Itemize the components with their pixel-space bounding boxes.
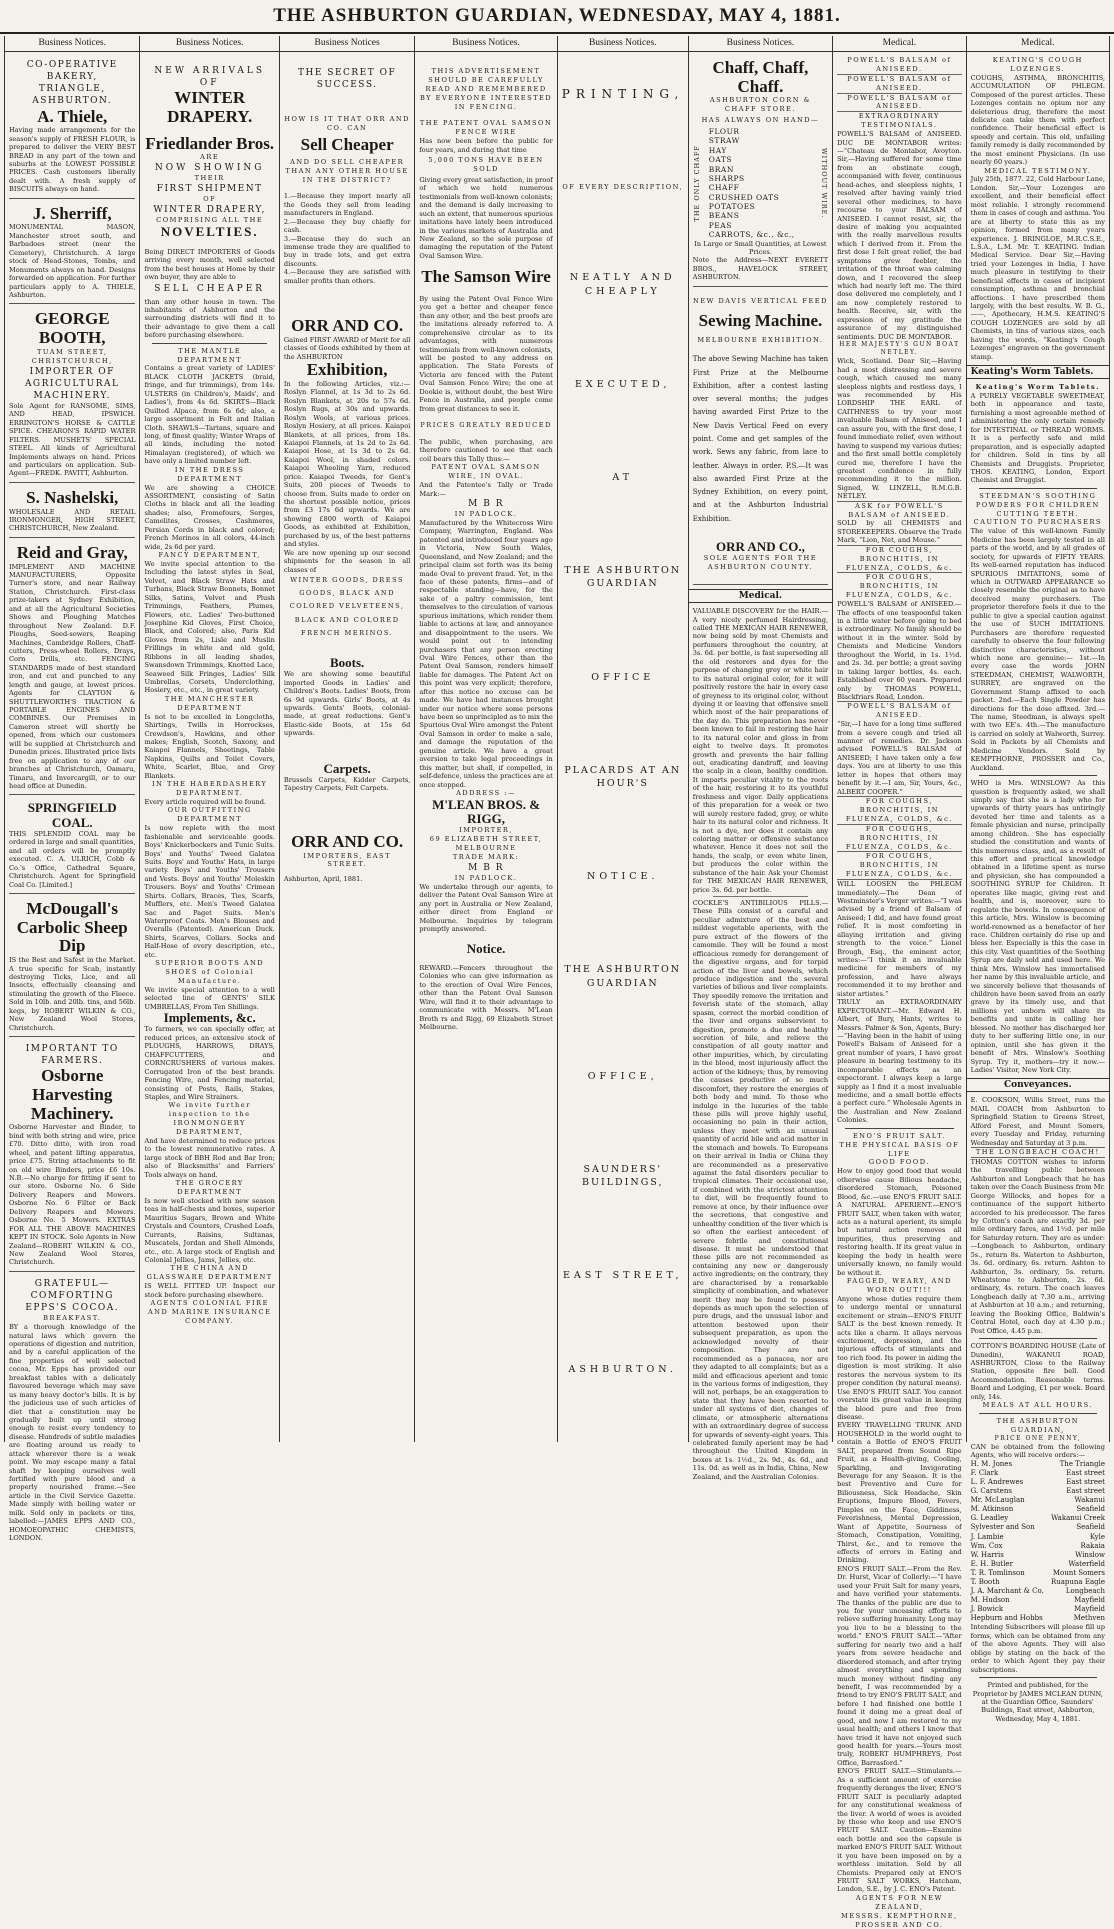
ad-subtitle: GOOD FOOD.: [868, 1158, 930, 1167]
ad-title: ENO'S FRUIT SALT.: [852, 1131, 946, 1140]
ad-body: A PURELY VEGETABLE SWEETMEAT, both in appearance and taste, furnishing a most agreeable method of administering the only certain remedy for INTESTINAL or THREAD WORMS. It is a perfectly safe and mild preparation, and is especially adapted for children. Sold in tins by all Chemists and Druggists. Proprietor, THOS. KEATING, London, Export Chemist and Druggist.: [970, 392, 1105, 485]
ad-body: In Large or Small Quantities, at Lowest Prices.: [694, 239, 827, 256]
ad-text: FIRST SHIPMENT: [156, 184, 263, 195]
agent-place: Seafield: [1076, 1523, 1105, 1532]
section-heading: We invite further inspection to the IRONMONGERY DEPARTMENT,: [168, 1101, 251, 1137]
ad-heading: EXTRAORDINARY TESTIMONIALS.: [858, 112, 940, 130]
ad-name: S. Nashelski,: [26, 487, 119, 507]
column-5: [558, 36, 689, 1442]
ad-body: ENO'S FRUIT SALT.—From the Rev. Dr. Hurst, Vicar of Collerly:—“I have used your Fruit Salt for many years, and have verified your statements. The thanks of the public are due to you for your unceasing efforts to relieve suffering humanity. Long may you live to be a blessing to the world.” ENO'S FRUIT SALT.—“After suffering for nearly two and a half years from severe headache and disordered stomach, and after trying almost everything and spending much money without finding any benefit, I was recommended by a friend to try ENO'S FRUIT SALT, and before I had finished one bottle I found it doing me a great deal of good, and now I am restored to my usual health; and others I know that have tried it have not enjoyed such good health for years.—Yours most truly, ROBERT HUMPHREYS, Post Office, Barrasford.”: [837, 1564, 962, 1767]
ad-body: Being DIRECT IMPORTERS of Goods arriving every month, well selected from the best houses at Home by their own buyer, they are able to: [144, 247, 275, 281]
ad-text: OFFICE,: [587, 1070, 658, 1082]
section-title: Implements, &c.: [163, 1010, 256, 1026]
ad-text: OF EVERY DESCRIPTION,: [562, 182, 684, 191]
section-heading: THE MANTLE DEPARTMENT: [177, 346, 243, 364]
ad-body: BY a thorough knowledge of the natural laws which govern the operations of digestion and nutrition, and by a careful application of the fine properties of well selected cocoa, Mr. Epps has provided our breakfast tables with a delicately flavoured beverage which may save us many heavy doctor's bills. It is by the judicious use of such articles of diet that a constitution may be gradually built up until strong enough to resist every tendency to disease. Hundreds of subtle maladies are floating around us ready to attack wherever there is a weak point. We may escape many a fatal shaft by keeping ourselves well fortified with pure blood and a properly nourished frame.—See article in the Civil Service Gazette. Made simply with boiling water or milk. Sold only in packets or tins, labelled:—JAMES EPPS AND CO., HOMOEOPATHIC CHEMISTS, LONDON.: [9, 1323, 136, 1543]
orr-and-co-ad: [284, 56, 410, 888]
agent-row: [971, 1551, 1105, 1560]
agent-name: Sylvester and Son: [970, 1523, 1035, 1532]
ad-heading: HER MAJESTY'S GUN BOAT NETLEY.: [839, 341, 960, 357]
ad-body: Brussels Carpets, Kidder Carpets, Tapestry Carpets, Felt Carpets.: [283, 776, 411, 793]
ad-body: E. COOKSON, Willis Street, runs the MAIL COACH from Ashburton to Springfield Station to Greens Street, Alford Forest, and Mount Somers, every Tuesday and Friday, returning Wednesday and Saturday at 3 p.m.: [970, 1096, 1105, 1147]
ad-body: “Sir,—I have for a long time suffered from a severe cough and tried all manner of remedies. Dr. Jackson advised POWELL'S BALSAM of ANISEED; I have taken only a few days. You are at liberty to use this letter in hopes that others may benefit by it.—I am, Sir, Yours, &c., ALBERT COOPER.”: [837, 720, 962, 796]
section-title: Boots.: [329, 654, 365, 670]
ad-pretitle: THE SECRET OF SUCCESS.: [298, 68, 397, 91]
ad-text: HOW IS IT THAT ORR AND CO. CAN: [284, 115, 410, 133]
side-label-right: WITHOUT WIRE.: [820, 148, 829, 219]
column-header: Medical.: [967, 36, 1109, 52]
agent-place: Mount Somers: [1052, 1568, 1105, 1577]
agent-name: H. M. Jones: [970, 1459, 1013, 1468]
ad-body: Note the Address—NEXT EVERETT BROS., HAVELOCK STREET, ASHBURTON.: [692, 256, 829, 282]
agent-name: F. Clark: [970, 1468, 999, 1477]
agent-row: [971, 1605, 1105, 1614]
ad-text: OFFICE: [591, 671, 655, 683]
sewing-machine-ad: [693, 290, 828, 585]
ad-body: We invite special attention to a well selected line of GENTS' SILK UMBRELLAS, From Ten Shillings.: [144, 985, 275, 1011]
ad-body: And have determined to reduce prices to the lowest remunerative rates. A large stock of BBH Rod and Bar Iron; also of Blacksmiths' and Farriers' Tools always on hand.: [144, 1136, 275, 1179]
reason-item: 4.—Because they are satisfied with smaller profits than others.: [283, 268, 411, 285]
ad-name: A. Thiele,: [37, 106, 108, 126]
column-6: [689, 36, 833, 1481]
ad-title: Sell Cheaper: [300, 135, 394, 155]
ad-body: How to enjoy good food that would otherwise cause Bilious headache, disordered Stomach, Poisoned Blood, &c.—use ENO'S FRUIT SALT. A NATURAL APERIENT.—ENO'S FRUIT SALT, when taken with water, acts as a natural aperient, its simple but natural action removes all impurities, thus preserving and restoring health. If its great value in keeping the body in health were universally known, no family would be without it.: [837, 1167, 962, 1277]
ad-text: AT: [612, 472, 634, 484]
agent-row: [971, 1533, 1105, 1542]
ad-text: PLACARDS AT AN HOUR'S: [564, 764, 682, 790]
ad-text: SAUNDERS' BUILDINGS,: [581, 1164, 664, 1189]
ad-name: J. Sherriff,: [32, 203, 112, 223]
ad-body: We are now opening up our second shipments for the season in all classes of: [283, 548, 411, 574]
ad-firm: ORR AND CO.,: [716, 539, 805, 555]
agent-row: [971, 1569, 1105, 1578]
coal-ad: [9, 798, 135, 894]
agent-name: Mr. McLauglan: [970, 1496, 1025, 1505]
list-item: CRUSHED OATS: [708, 192, 780, 202]
list-item: OATS: [708, 155, 733, 165]
section-heading: SUPERIOR BOOTS AND SHOES of Colonial Manufacture.: [155, 959, 265, 985]
column-1: [5, 36, 140, 1543]
ad-text: IMPORTER,: [459, 826, 513, 835]
trade-mark: M B R: [468, 863, 504, 874]
ad-text: SELL CHEAPER: [154, 284, 266, 295]
list-item: PEAS: [708, 220, 732, 230]
ad-pretitle: NEW DAVIS VERTICAL FEED: [693, 296, 828, 305]
ad-title: CO-OPERATIVE BAKERY,: [26, 60, 118, 83]
cocoa-ad: [9, 1275, 135, 1547]
ad-footer: AGENTS FOR NEW ZEALAND,: [855, 1893, 943, 1911]
ad-body: The value of this well-known Family Medicine has been largely tested in all parts of the world, and by all grades of society, for upwards of FIFTY YEARS. Its well-earned reputation has induced SPURIOUS IMITATIONS, some of which in OUTWARD APPEARANCE so closely resemble the original as to have deceived many purchasers. The proprietor therefore feels it due to the public to give a special caution against the use of SUCH IMITATIONS. Purchasers are therefore requested carefully to observe the four following distinctive characteristics, without which none are genuine:— 1st.—In every case the words JOHN STEEDMAN, CHEMIST, WALWORTH, SURREY, are engraved on the Government Stamp affixed to each packet. 2nd.—Each Single Powder has directions for the dose affixed. 3rd.—The name, Steedman, is always spelt with two EE's. 4th.—The manufacture is carried on solely at Walworth, Surrey. Sold in Packets by all Chemists and Medicine Vendors. Sold by KEMPTHORNE, PROSSER and Co., Auckland.: [970, 527, 1105, 772]
ad-text: IN PADLOCK.: [454, 874, 518, 883]
friedlander-ad: [144, 56, 274, 1330]
agent-row: [971, 1614, 1105, 1623]
ad-title: POWELL'S BALSAM of ANISEED.: [837, 75, 962, 94]
section-header: Conveyances.: [967, 1078, 1109, 1092]
ad-body: We invite special attention to the Including the latest styles in Seal, Velvet, and Black Straw Hats and Turbans, Black Straw Bonnets, Bonnet Silks, Satins, Velvet and Plush Trimmings, Feathers, Plumes, Flowers, etc. Ladies' Two-buttoned Josephine Kid Gloves, First Choice, Black, and Colored; also, Paris Kid Gloves from 2s, Lisle and Muslin Frillings in white and old gold, Ribbons in all leading shades, Swansdown Trimmings, Knotted Lace, Seaweed Silk Fringes, Ladies' Silk Umbrellas, Corsets, Underclothing, Hosiery, etc., etc., in great variety.: [144, 559, 275, 695]
ad-headline: NOVELTIES.: [160, 224, 259, 240]
reason-item: 3.—Because they do such an immense trade they are qualified to buy in trade lots, and get extra discounts.: [283, 234, 411, 268]
ad-body: CAN be obtained from the following Agents, who will receive orders:—: [970, 1442, 1105, 1460]
ad-subtitle: ASHBURTON CORN & CHAFF STORE.: [709, 96, 811, 114]
ad-text: HAS ALWAYS ON HAND—: [701, 116, 820, 125]
ad-body: POWELL'S BALSAM of ANISEED.—The effects of one teaspoonful taken in a little water before going to bed is extraordinary. No family should be without it in the winter. Sold by Chemists and Medicine Vendors throughout the World, in 1s. 1½d. and 2s. 3d. per bottle; a great saving in taking larger bottles, 4s. each. Established over 60 years. Prepared only by THOMAS POWELL, Blackfriars Road, London.: [837, 600, 962, 701]
ad-body: Sole Agent for RANSOME, SIMS, AND HEAD, IPSWICH. ERRINGTON'S HORSE & CATTLE SPICE. CHEARON'S RAPID WATER FILTERS. MUSHETS' SPECIAL STEEL. All kinds of Agricultural Implements always on hand. Prices and particulars on application. Sub-Agent—FREDK. PAVITT, Ashburton.: [9, 401, 136, 478]
column-header: Business Notices.: [5, 36, 139, 52]
ad-body: POWELL'S BALSAM of ANISEED. DUC DE MONTABOR writes:—“Chateau de Montabor, Avoyton. Sir,—Having suffered for some time from an obstinate cough, accompanied with fever, continuous head-aches, and sleepless nights, I resolved after having vainly tried several other medicines, to have recourse to your BALSAM of ANISEED. I cannot resist, sir, the desire of making you acquainted with the really marvellous results which I derived from it. From the first dose I felt great relief, the bad symptoms grew feebler, the irritation of the throat was calming down, and I recovered the sleep which had nearly left me. The third dose delivered me completely, and I am now completely restored to health. Receive, sir, with the expression of my gratitude the assurance of my distinguished sentiments. DUC DE MONTABOR.: [837, 130, 962, 341]
agent-name: G. Leadley: [970, 1514, 1009, 1523]
ad-body: Osborne Harvester and Binder, to bind with both string and wire, price £70. Ditto ditto, with iron road wheel, and patent lifting apparatus, price £75. String attachments to fit on old wire Binders, price £6 10s. N.B.—No charge for fitting if sent to our store. Osborne No. 6 Side Delivery Reapers and Mowers. Osborne No. 6 Filter or Back Delivery Reapers and Mowers. Osborne No. 5 Mowers. EXTRAS FOR ALL THE ABOVE MACHINES KEPT IN STOCK. Sole Agents in New Zealand—ROBERT WILKIN & CO., New Zealand Wool Stores, Christchurch.: [9, 1123, 136, 1267]
agent-place: East street: [1066, 1468, 1105, 1477]
agent-name: T. R. Tomlinson: [970, 1568, 1025, 1577]
ad-pretitle: NEW ARRIVALS OF: [154, 66, 266, 89]
agent-place: Wakanui: [1074, 1496, 1105, 1505]
trade-mark: M B R: [468, 498, 504, 509]
section-heading: IN THE DRESS DEPARTMENT: [174, 465, 245, 483]
ad-body: THIS SPLENDID COAL may be ordered in large and small quantities, and all orders will be promptly executed. C. A. ULRICH, Cobb & Co.'s Office, Cathedral Square, Christchurch. Agent for Springfield Coal Co. [Limited.]: [9, 829, 136, 889]
ad-body: WILL LOOSEN the PHLEGM immediately.—The Dean of Westminster's Verger writes:—“I was advised by a friend of Balsam of Aniseed; I did, and have found great relief. It is most comforting in allaying irritation and giving strength to the voice.” Lionel Brough, Esq., the eminent actor, writes:—“I think it an invaluable medicine for members of my profession, and have always recommended it to my brother and sister artistes.”: [837, 880, 962, 998]
ad-highlight: PRICES GREATLY REDUCED: [420, 421, 552, 430]
nashelski-ad: [9, 486, 135, 538]
agent-place: East street: [1066, 1477, 1105, 1486]
ad-body: REWARD.—Fencers throughout the Colonies who can give information as to the erection of Oval Wire Fences, other than the Patent Oval Samson Wire, will find it to their advantage to communicate with Messrs. M'Lean Broth rs and Rigg, 69 Elizabeth Street Melbourne.: [419, 963, 553, 1032]
ad-title: STEEDMAN'S SOOTHING POWDERS FOR CHILDREN CUTTING TEETH.: [975, 491, 1100, 518]
list-item: FLOUR: [708, 127, 740, 137]
column-header: Medical.: [833, 36, 966, 52]
agent-row: [971, 1560, 1105, 1569]
agent-name: J. Bowick: [970, 1605, 1004, 1614]
ad-title: Exhibition,: [306, 360, 388, 380]
ad-text: EXECUTED,: [575, 378, 671, 390]
ad-subtitle: TRIANGLE,: [38, 84, 106, 95]
section-header: Keating's Worm Tablets.: [967, 365, 1109, 379]
masthead: THE ASHBURTON GUARDIAN, WEDNESDAY, MAY 4, 1881.: [0, 0, 1114, 34]
agent-place: Seafield: [1076, 1505, 1105, 1514]
chaff-ad: [693, 56, 828, 287]
agent-row: [971, 1587, 1105, 1596]
agent-row: [971, 1514, 1105, 1523]
ad-body: In the following Articles, viz.:— Roslyn Flannel, at 1s 3d to 2s 6d. Roslyn Blankets, at 20s to 57s 6d. Roslyn Rugs, at 30s and upwards. Roslyn Wools, at various prices. Roslyn Hosiery, at all prices. Kaiapoi Blankets, at all prices, from 18s. Kaiapoi Flannels, at 1s 2d to 2s 6d. Kaiapoi Hose, at 1s 3d to 2s 6d. Kaiapoi Wool, in shaded colors. Kaiapoi Wheeling Yarn, reduced price. Kaiapoi Tweeds, for Gent's Suits, 200 pieces of Tweeds to choose from. Suits made to order on the shortest possible notice, prices from £3 17s 6d upwards. We are showing £800 worth of Kaiapoi Goods, as exhibited at Exhibition, purchased by us, of the best patterns and styles.: [283, 379, 411, 549]
ad-body: WHOLESALE AND RETAIL IRONMONGER, HIGH STREET, CHRISTCHURCH, New Zealand.: [9, 507, 136, 533]
ad-text: NOTICE.: [587, 871, 659, 883]
sheep-dip-ad: [9, 897, 135, 1037]
ad-address: TUAM STREET, CHRISTCHURCH,: [31, 347, 113, 365]
newspaper-columns: [4, 36, 1110, 1929]
ad-body: ENO'S FRUIT SALT.—Stimulants.—As a sufficient amount of exercise frequently deranges the liver, ENO'S FRUIT SALT is peculiarly adapted for any constitutional weakness of the liver. A world of woes is avoided by those who keep and use ENO'S FRUIT SALT. Caution—Examine each bottle and see the capsule is marked ENO'S FRUIT SALT. Without it you have been imposed on by a worthless imitation. Sold by all Chemists. Prepared only at ENO'S FRUIT SALT WORKS, Hatcham, London, S.E., by J. C. ENO's Patent.: [837, 1767, 962, 1894]
agent-name: W. Harris: [970, 1550, 1004, 1559]
ad-body: IMPLEMENT AND MACHINE MANUFACTURERS, Opposite Turner's store, and near Railway Station, Christchurch. First-class prize-takers at Sydney Exhibition, and at all the Agricultural Societies Shows and Ploughing Matches throughout New Zealand. D.F. Ploughs, Seed-sowers, Reaping Machines, Cambridge Rollers, Chaff-cutters, Press-wheel Rollers, Drays, Corn Drills, etc. FENCING STANDARDS made of best standard iron, and cut and punched to any length and gauge, at lowest prices. Agents for CLAYTON & SHUTTLEWORTH'S TRACTION & PORTABLE ENGINES AND COMBINES. Our Premises in Cameron street will shortly be opened, from which our customers will be supplied at Christchurch and Dunedin prices. Illustrated price lists free on application to any of our branches at Christchurch, Oamaru, Timaru, and Invercargill, or to our head office at Dunedin.: [9, 562, 136, 790]
imprint: Printed and published, for the Proprietor by JAMES MCLEAN DUNN, at the Guardian Office, Saunders' Buildings, East street, Ashburton, Wednesday, May 4, 1881.: [972, 1681, 1103, 1723]
chaff-items: [701, 127, 820, 240]
ad-notice: THIS ADVERTISEMENT SHOULD BE CAREFULLY READ AND REMEMBERED BY EVERYONE INTERESTED IN FENCING.: [419, 67, 553, 111]
ad-place: ASHBURTON.: [32, 96, 113, 107]
agent-name: J. Lambie: [970, 1532, 1004, 1541]
ad-body: TRULY an EXTRAORDINARY EXPECTORANT.—Mr. Edward H. Albert, of Bury, Hants, writes to Messrs. Palmer & Son, Agents, Bury:—“Having been in the habit of using Powell's Balsam of Aniseed for a great number of years, I have great pleasure in bearing testimony to its incomparable effects as an expectorant. I always keep a large supply as I find it a most invaluable medicine, and a small bottle effects a perfect cure.” Wholesale Agents in the Australian and New Zealand Colonies.: [837, 998, 962, 1125]
ad-subtitle: THE PHYSICAL BASIS OF LIFE: [839, 1140, 960, 1158]
agent-row: [971, 1487, 1105, 1496]
list-item: CARROTS, &c., &c.,: [708, 230, 795, 240]
ad-title: Chaff, Chaff, Chaff.: [712, 58, 809, 96]
ad-text: THEIR: [194, 174, 225, 183]
ad-heading: FAGGED, WEARY, AND WORN OUT!!!: [846, 1277, 952, 1294]
ad-text: IN PADLOCK.: [454, 510, 518, 519]
ad-body: By using the Patent Oval Fence Wire you get a better and cheaper fence than any other, and the best proofs are the imitations already referred to. A comprehensive circular as to its advantages, with numerous testimonials from well-known colonists, will be posted to any address on application. The State Forests of Victoria are fenced with the Patent Oval Samson Fence Wire; the one at Dookie is, without doubt, the best Wire Fence in Australia, and people come from great distances to see it.: [419, 294, 553, 413]
ad-body: July 25th, 1877. 22, Cold Harbour Lane, London. Sir,—Your Lozenges are excellent, and their beneficial effect most reliable. I strongly recommend them in cases of cough and asthma. You are at liberty to state this as my opinion, formed from many years experience. J. BRINGLOE, M.R.C.S.E., L.S.A., L.M. Mr. T. KEATING. Indian Medical Service. Dear Sir,—Having tried your Lozenges in India, I have much pleasure in testifying to their beneficial effects in cases of incipient consumption, asthma and bronchial affections. I have prescribed them largely, with the best results. W. B. G., ——, Apothecary, H.M.S. KEATING'S COUGH LOZENGES are sold by all Chemists, in tins of various sizes, each having the words, “Keating's Cough Lozenges” engraven on the government stamp.: [970, 175, 1105, 361]
ad-title: Sewing Machine.: [698, 310, 823, 330]
ad-footer: MESSRS. KEMPTHORNE, PROSSER AND CO.: [841, 1911, 958, 1929]
ad-title: POWELL'S BALSAM of ANISEED.: [837, 56, 962, 75]
ad-title: FOR COUGHS, BRONCHITIS, IN FLUENZA, COLDS, &c.: [837, 851, 962, 880]
ad-title: Keating's Worm Tablets.: [975, 383, 1101, 392]
agent-name: L. F. Andrewes: [970, 1477, 1024, 1486]
agents-list: [971, 1460, 1105, 1624]
section-title: Carpets.: [323, 760, 371, 776]
agent-place: Winslow: [1075, 1550, 1105, 1559]
ad-title: THE ASHBURTON GUARDIAN,: [996, 1417, 1079, 1434]
ad-title: POWELL'S BALSAM of ANISEED.: [837, 94, 962, 113]
section-heading: IN THE HABERDASHERY DEPARTMENT.: [151, 780, 268, 798]
list-item: STRAW: [708, 136, 740, 146]
ad-firm: ORR AND CO.: [291, 831, 404, 851]
list-item: SHARPS: [708, 173, 745, 183]
agent-row: [971, 1523, 1105, 1532]
column-8: [967, 36, 1110, 1723]
ad-body: To farmers, we can specially offer, at reduced prices, an extensive stock of PLOUGHS, HARROWS, DRAYS, CHAFFCUTTERS, and CORNCRUSHERS of various makes. Corrugated Iron of the best brands. Fencing Wire, and Fencing material, consisting of Posts, Rails, Stakes, Staples, and Wire Strainers.: [144, 1025, 275, 1101]
agent-row: [971, 1578, 1105, 1587]
ad-body: Contains a great variety of LADIES' BLACK CLOTH JACKETS (braid, fringe, and fur trimmings), from 14s. ULSTERS (in Children's, Maids', and Ladies'), from 4s 6d. SKIRTS—Black Quilted Alpaca, from 6s 6d; also, a large assortment in Felt and Italian Cloth. SHAWLS—Tartans, square and long, of finest quality; Winter Wraps of all kinds, including the noted Himalayan (registered), of which we have only a limited number left.: [144, 364, 275, 466]
section-title: Notice.: [466, 940, 506, 956]
ad-body: We are showing some beautiful imported Goods in Ladies' and Children's Boots. Ladies' Boots, from 6s 9d upwards. Girls' Boots, at 4s upwards. Gents' Boots, colonial-made, at great reductions. Gent's Elastic-side Boots, at 15s 6d upwards.: [283, 670, 411, 738]
list-item: POTATOES: [708, 202, 756, 212]
agent-place: Methven: [1073, 1614, 1105, 1623]
ad-body: Manufactured by the Whitecross Wire Company, Warrington, England. Was patented and introduced four years ago in Victoria, New South Wales, Queensland, and New Zealand; and the principal claim set forth was its being made Oval to prevent fraud. Yet, in the face of these patents, firms—and of respectable standing—have, for the sake of a paltry commission, lent themselves to the circulation of various spurious imitations, which render them liable to actions at law, and annoyance and disappointment to the users. We would point out to intending purchasers that any person erecting Oval Wire Fences, other than the Patent Oval Samson, renders himself liable for damages. The Patent Act on this point was very explicit; therefore, after this notice no excuse can be made. We have had instances brought under our notice where some persons have been so unprincipled as to mix the Spurious Oval Wire amongst the Patent Oval Samson in order to make a sale, and damage the reputation of the genuine article. We have a great aversion to take legal proceedings in this matter, but shall, if compelled, in self-defence, unless the practices are at once stopped.: [419, 518, 553, 789]
reason-item: 1.—Because they import nearly all the Goods they sell from leading manufacturers in England.: [283, 192, 411, 218]
ad-body: THOMAS COTTON wishes to inform the travelling public between Ashburton and Longbeach that he has taken over the Coach Business from Mr. George Willocks, and hopes for a continuance of the support hitherto accorded to his predecessor. The fares by Cotton's coach are exactly 3d. per mile ordinary fares, and 1½d. per mile for Saturday return. They are as under:—Longbeach to Ashburton, ordinary 5s., return 8s. Waterton to Ashburton, 3s. 6d. ordinary, 6s. return. Ashton to Ashburton, 3s. ordinary, 5s. return. Wheatstone to Ashburton, 2s. 6d. ordinary, 4s. return. The coach leaves Longbeach daily at 7.30 a.m., arriving at Ashburton at 10 a.m.; and returning, leaving the Booking Office, Baldwin's Central Hotel, each day at 4.30 p.m.; Post Office, 4.45 p.m.: [970, 1157, 1105, 1335]
ad-firm: ORR AND CO.: [291, 316, 404, 336]
ad-highlight: 5,000 TONS HAVE BEEN SOLD: [428, 156, 544, 173]
ad-text: ARE: [200, 153, 220, 162]
column-header: Business Notices.: [140, 36, 278, 52]
agent-row: [971, 1505, 1105, 1514]
ad-title: SPRINGFIELD COAL.: [27, 800, 117, 830]
ad-text: AND DO SELL CHEAPER THAN ANY OTHER HOUSE IN THE DISTRICT?: [285, 157, 409, 184]
ad-title: FOR COUGHS, BRONCHITIS, IN FLUENZA, COLDS, &c.: [837, 796, 962, 824]
ad-title: McDougall's Carbolic Sheep Dip: [16, 899, 128, 956]
ad-body: COUGHS, ASTHMA, BRONCHITIS, ACCUMULATION OF PHLEGM. Composed of the purest articles. These Lozenges contain no opium nor any deleterious drug, therefore the most delicate can take them with perfect confidence. Their beneficial effect is speedy and certain. This old, unfailing family remedy is daily recommended by the most eminent Physicians. (In use nearly 60 years.): [970, 73, 1105, 167]
ad-body: And the Patentee's Tally or Trade Mark:—: [419, 481, 553, 498]
agent-place: Mayfield: [1074, 1596, 1105, 1605]
ad-body: We undertake through our agents, to deliver the Patent Oval Samson Wire at any port in Australia or New Zealand, either direct from England or Melbourne. Inquiries by telegram promptly answered.: [419, 883, 553, 934]
ad-subtitle: PRICE ONE PENNY,: [994, 1434, 1081, 1442]
ad-body: Is not to be excelled in Longcloths, Shirtings, Twills in Horrockses, Crewdson's, Hawkins, and other makes; English, Scotch, Saxony, and Kaiapoi Flannels, Sheetings, Table Napkins, Quilts and Toilet Covers, White, Scarlet, Blue, and Grey Blankets.: [144, 712, 275, 780]
ad-name: GEORGE BOOTH,: [34, 309, 110, 348]
ad-body: COTTON'S BOARDING HOUSE (Late of Dunedin), WAKANUI ROAD, ASHBURTON, Close to the Railway Station, opposite fire bell. Good Accommodation. Reasonable terms. Board and Lodging, £1 per week. Board only, 14s.: [970, 1342, 1105, 1401]
ad-firm: M'LEAN BROS. & RIGG,: [432, 796, 541, 827]
reason-item: 2.—Because they buy chiefly for cash.: [283, 217, 411, 235]
column-header: Business Notices.: [558, 36, 688, 52]
list-item: BRAN: [708, 164, 734, 174]
ad-title: FOR COUGHS, BRONCHITIS, IN FLUENZA, COLDS, &c.: [837, 545, 962, 573]
ad-body: Wick, Scotland. Dear Sir,—Having had a most distressing and severe cough, which caused me many sleepless nights and restless days, I was recommended by His LORDSHIP THE EARL of CAITHNESS to try your most invaluable Balsam of Aniseed, and I can assure you, with the first dose, I found immediate relief, even without having to suspend my various duties; and the first small bottle completely cured me, therefore I have the greatest confidence in fully recommending it to the million. Signed, W. LINZELL, R.M.G.B. NETLEY.: [837, 357, 962, 501]
ad-body: SOLD by all CHEMISTS and STOREKEEPERS. Observe the Trade Mark, “Lion, Net, and Mouse.”: [837, 519, 962, 545]
ad-headline: The Samson Wire: [421, 267, 551, 287]
ad-body: Gained FIRST AWARD of Merit for all classes of Goods exhibited by them at the ASHBURTON: [283, 335, 411, 361]
ad-pretitle: IMPORTANT TO FARMERS.: [25, 1044, 119, 1067]
ad-body: We are showing a CHOICE ASSORTMENT, consisting of Satin Cloths in black and all the leading shades; also, Fromefours, Serges, Camelites, Crosses, Cashmeres, Persian Cords in black and colored; French Merinos in all colors, 44-inch wide, 2s 6d per yard.: [144, 483, 275, 551]
bakery-ad: [9, 56, 135, 199]
printing-ad: [562, 56, 684, 1416]
section-heading: THE CHINA AND GLASSWARE DEPARTMENT: [146, 1264, 273, 1282]
reid-gray-ad: [9, 541, 135, 796]
ad-body: EVERY TRAVELLING TRUNK AND HOUSEHOLD in the world ought to contain a Bottle of ENO'S FRUIT SALT, prepared from Sound Ripe Fruit, as a Health-giving, Cooling, Sparkling, and Invigorating Beverage for any Season. It is the best Preventive and Cure for Biliousness, Sick Headache, Skin Eruptions, Impure Blood, Fevers, Pimples on the Face, Giddiness, Feverishness, Mental Depression, Want of Appetite, Sourness of Stomach, Constipation, Vomiting, Thirst, &c., and to remove the effects of errors in Eating and Drinking.: [837, 1421, 962, 1565]
booth-ad: [9, 307, 135, 483]
ad-body: Intending Subscribers will please fill up forms, which can be obtained from any of the above Agents. They will also oblige by stating on the back of the order to which Agent they pay their subscriptions.: [970, 1623, 1105, 1674]
agent-name: E. H. Butler: [970, 1559, 1013, 1568]
ad-text: IMPORTERS, EAST STREET.: [303, 851, 391, 869]
hair-renewer-ad: VALUABLE DISCOVERY for the HAIR.—A very nicely perfumed Hairdressing, called THE MEXICAN HAIR RENEWER, now being sold by most Chemists and perfumers throughout the country, at 3s. 6d. per bottle, is fast superseding all the old restorers and dyes for the purpose of changing grey or white hair to its natural original color, for it will positively restore the hair in every case of greyness to its original color, without dyeing it or leaving that offensive smell which most of the hair preparations of the day do. This preparation has never been known to fail in restoring the hair to its natural color and gloss in from eight to twelve days. It promotes growth and prevents the hair falling out, eradicating dandruff, and leaving the scalp in a clean, healthy condition. It imparts peculiar vitality to the roots of the hair, restoring it to its youthful freshness and vigor. Daily applications of this preparation for a week or two will surely restore faded, grey, or white hair to its natural color and richness. It is not a dye, nor does it contain any coloring matter or offensive substance whatever. Hence it does not soil the hands, the scalp, or even white linen, but produces the color within the substance of the hair. Ask your Chemist for THE MEXICAN HAIR RENEWER, price 3s. 6d. per bottle.: [692, 607, 829, 894]
ad-title: FOR COUGHS, BRONCHITIS, IN FLUENZA, COLDS, &c.: [837, 572, 962, 600]
ad-body: Is now replete with the most fashionable and serviceable goods. Boys' Knickerbockers and Tunic Suits. Boys' and Youths' Tweed Galatea Suits. Boys' and Youths' Hats, in large variety. Boys' and Youths' Trousers and Vests. Boys' and Youths' Moleskin Trousers. Boys' and Youths' Crimean Shirts. Collars, Braces, Ties, Scarfs, Mufflers, etc. Men's Tweed Galatea Sac and Paget Suits. Men's Waterproof Coats. Men's Blouses and Overalls (Patented). American Duck. Shirts, Scarves, Collars. Socks and Half-Hose of every description, etc., etc.: [144, 824, 275, 959]
ad-date: Ashburton, April, 1881.: [283, 875, 363, 884]
ad-title: KEATING'S COUGH LOZENGES.: [992, 56, 1083, 73]
ad-text: OF: [203, 195, 217, 204]
ad-body: IS WELL FITTED UP. Inspect our stock before purchasing elsewhere.: [144, 1282, 275, 1299]
agent-row: [971, 1460, 1105, 1469]
ad-text: WINTER GOODS, DRESS GOODS, BLACK AND COLORED VELVETEENS, BLACK AND COLORED FRENCH MERINOS.: [289, 575, 405, 637]
agent-place: Longbeach: [1065, 1587, 1105, 1596]
ad-text: NOW SHOWING: [154, 163, 265, 174]
ad-text: THE ASHBURTON GUARDIAN: [564, 964, 682, 989]
ad-text: EAST STREET,: [563, 1270, 683, 1282]
section-heading: OUR OUTFITTING DEPARTMENT: [167, 806, 252, 824]
section-heading: THE GROCERY DEPARTMENT: [175, 1179, 244, 1197]
agent-place: Kyle: [1089, 1532, 1105, 1541]
ad-body: Giving every great satisfaction, in proof of which we hold numerous testimonials from well-known colonists; and the demand is daily increasing to such an extent, that numerous spurious imitations have lately been introduced in the various markets of Australia and New Zealand, so the sole purpose of damaging the reputation of the Patent Oval Samson Wire.: [419, 175, 553, 260]
ad-subtitle: BREAKFAST.: [43, 1314, 102, 1323]
agent-name: M. Atkinson: [970, 1505, 1014, 1514]
agent-row: [971, 1469, 1105, 1478]
ad-text: THE ASHBURTON GUARDIAN: [564, 565, 682, 590]
list-item: CHAFF: [708, 183, 740, 193]
ad-text: WINTER DRAPERY,: [153, 205, 266, 216]
ad-text: ADDRESS :—: [456, 788, 517, 797]
ad-title: THE PATENT OVAL SAMSON FENCE WIRE: [419, 119, 553, 137]
agent-name: G. Carstens: [970, 1487, 1012, 1496]
agent-place: Wakanui Creek: [1051, 1514, 1105, 1523]
ad-title: IMPORTER OF AGRICULTURAL MACHINERY.: [24, 366, 120, 401]
agent-row: [971, 1496, 1105, 1505]
ad-heading: MEDICAL TESTIMONY.: [984, 166, 1092, 175]
ad-title: THE LONGBEACH COACH!: [971, 1147, 1105, 1158]
ad-text: ASHBURTON.: [568, 1363, 677, 1375]
agent-name: Wm. Cox: [970, 1541, 1003, 1550]
ad-title: POWELL'S BALSAM of ANISEED.: [837, 701, 962, 720]
agent-row: [971, 1478, 1105, 1487]
column-header: Business Notices.: [689, 36, 832, 52]
ad-body: Every article required will be found.: [144, 797, 267, 806]
column-7: [833, 36, 967, 1929]
agent-name: Hepburn and Hobbs: [970, 1614, 1043, 1623]
ad-text: COMPRISING ALL THE: [156, 216, 264, 225]
ad-body: than any other house in town. The inhabitants of Ashburton and the surrounding districts will find it to their advantage to give them a call before purchasing elsewhere.: [144, 297, 275, 340]
ad-body: Has now been before the public for four years, and during that time: [419, 137, 553, 154]
agent-name: T. Booth: [970, 1578, 1000, 1586]
agent-name: J. A. Marchant & Co.: [970, 1587, 1044, 1596]
cockle-pills-ad: COCKLE'S ANTIBILIOUS PILLS.—These Pills consist of a careful and peculiar admixture of the best and mildest vegetable aperients, with the pure extract of the flowers of the camomile. They will be found a most efficacious remedy for derangement of the digestive organs, and for torpid action of the liver and bowels, which produce indigestion and the several varieties of bilious and liver complaints. They speedily remove the irritation and feverish state of the stomach, allay spasm, correct the morbid condition of the liver and organs subservient to digestion, promote a due and healthy secretion of bile, and relieve the constipation of all gouty matter and other impurities, which, by circulating in the blood, most injuriously affect the action of the kidneys; thus, by removing the causes productive of so much discomfort, they restore the energies of both body and mind. To those who indulge in the luxuries of the table these pills will prove highly useful, occasioning no pain in their action, unless they meet with an unusual quantity of acrid bile and acid matter in the stomach and bowels. To Europeans on their arrival in India or China they are recommended as a preservative against the fatal disorders peculiar to tropical climates. Their occasional use, if combined with the strictest attention to diet, will be frequently found to remove at once, by their influence over the secretions, that congestive and unhealthy condition of the liver which is so often the earliest antecedent of severe febrile and constitutional disease. It must be understood that these pills are not recommended as containing any new or dangerously active ingredients; on the contrary, they are characterised by a remarkable simplicity of combination, and whatever merit they may be found to possess depends as much upon the selection of pure drugs, and the unusual labor and attention bestowed upon their subsequent preparation, as upon the acknowledged novelty of their composition. They are not recommended as a panacea, nor are they adapted to all complaints; but as a mild and efficacious aperient and tonic in the various forms of indigestion, they will not, perhaps, be an exaggeration to state that they have been resorted to under all systems of diet, changes of climate, or atmospheric alternations with an extraordinary degree of success for upwards of seventy-eight years. This celebrated family aperient may be had throughout the United Kingdom in boxes at 1s. 1½d., 2s. 9d., 4s. 6d., and 11s. 0d. as well as in India, China, New Zealand, and the Australian Colonies.: [692, 899, 829, 1481]
side-label-left: THE ONLY CHAFF: [692, 145, 701, 222]
ad-name: Reid and Gray,: [16, 542, 128, 562]
winslow-ad: WHO is Mrs. WINSLOW? As this question is frequently asked, we shall simply say that she is a lady who for upwards of thirty years has untiringly devoted her time and talents as a female physician and nurse, principally among children. She has especially studied the constitution and wants of this numerous class, and, as a result of this effort and practical knowledge obtained in a lifetime spent as nurse and physician, she has compounded a SOOTHING SYRUP for Children. It operates like magic, giving rest and health, and is, moreover, sure to regulate the bowels. In consequence of this article, Mrs. Winslow is becoming world-renowned as a benefactor of her race. Children certainly do rise up and bless her. Especially is this the case in this city. Vast quantities of the Soothing Syrup are daily sold and used here. We think Mrs. Winslow has immortalised her name by this invaluable article, and we sincerely believe that thousands of children have been saved from an early grave by its timely use, and that millions yet unborn will share its benefits and unite in calling her blessed. No mother has discharged her duty to her suffering little one, in our opinion, until she has given it the benefit of Mrs. Winslow's Soothing Syrup. Try it, mothers—try it now.—Ladies' Visitor, New York City.: [970, 779, 1105, 1074]
section-heading: FANCY DEPARTMENT,: [158, 551, 261, 560]
ad-body: The public, when purchasing, are therefore cautioned to see that each coil bears this Tally thus:—: [419, 437, 553, 463]
ad-title: Osborne Harvesting Machinery.: [30, 1066, 114, 1123]
agent-name: M. Hudson: [970, 1596, 1010, 1605]
column-4: [415, 36, 557, 1442]
section-heading: THE MANCHESTER DEPARTMENT: [164, 694, 255, 712]
list-item: HAY: [708, 145, 727, 155]
ad-body: The above Sewing Machine has taken First Prize at the Melbourne Exhibition, after a contest lasting over several months; the judges having awarded First Prize to the New Davis Vertical Feed on every point. Come and get samples of the work. Sews any fabric, from lace to leather. Always in order. P.S.—It was also awarded First Prize at the Sydney Exhibition, on every point, and at the Ashburton Industrial Exhibition.: [692, 355, 829, 523]
agent-place: Waterfield: [1068, 1559, 1105, 1568]
column-3: [280, 36, 415, 1442]
ad-title: PRINTING,: [561, 87, 685, 101]
ad-firm: Friedlander Bros.: [145, 133, 275, 153]
agent-place: East street: [1066, 1487, 1105, 1496]
agent-place: Ruapuna Eagle: [1050, 1578, 1105, 1586]
ad-title: WINTER DRAPERY.: [167, 88, 253, 126]
ad-body: IS the Best and Safest in the Market. A true specific for Scab, instantly destroying Ticks, Lice, and all Insects, effectually cleansing and stimulating the growth of the Fleece. Sold in 10lb. and 20lb. tins, and 56lb. kegs, by ROBERT WILKIN & CO., New Zealand Wool Stores, Christchurch.: [9, 956, 136, 1032]
ad-title: ASK for POWELL'S BALSAM of ANISEED.: [837, 501, 962, 520]
ad-heading: CAUTION TO PURCHASERS: [973, 518, 1102, 527]
column-header: Business Notices: [280, 36, 414, 52]
agent-row: [971, 1542, 1105, 1551]
list-item: BEANS: [708, 211, 740, 221]
ad-text: PATENT OVAL SAMSON WIRE, IN OVAL.: [431, 463, 541, 481]
ad-text: MEALS AT ALL HOURS.: [982, 1401, 1093, 1410]
agent-place: Rakaia: [1080, 1541, 1105, 1550]
agent-place: Mayfield: [1074, 1605, 1105, 1614]
ad-body: Is now well stocked with new season teas in half-chests and boxes, superior Mauritius Sugars, Brown and White Crystals and Counters, Crushed Loafs, Currants, Raisins, Sultanas, Muscatels, Jordan and Shell Almonds, etc., etc. A large stock of English and Colonial Jellies, Jams, Jellies, etc.: [144, 1196, 275, 1264]
ad-title: GRATEFUL—COMFORTING EPPS'S COCOA.: [25, 1278, 120, 1314]
ad-subtitle: MELBOURNE EXHIBITION.: [697, 336, 824, 345]
column-2: [140, 36, 279, 1442]
samson-wire-ad: [419, 56, 552, 1035]
ad-title: FOR COUGHS, BRONCHITIS, IN FLUENZA, COLDS, &c.: [837, 824, 962, 852]
ad-text: SOLE AGENTS FOR THE ASHBURTON COUNTY.: [703, 554, 818, 572]
sherriff-ad: [9, 202, 135, 305]
ad-footer: AGENTS COLONIAL FIRE AND MARINE INSURANCE COMPANY.: [147, 1299, 272, 1325]
agent-place: The Triangle: [1059, 1459, 1105, 1468]
ad-body: Anyone whose duties require them to undergo mental or unnatural excitement or strain—ENO'S FRUIT SALT is the best known remedy. It acts like a charm. It allays nervous excitement, depression, and the injurious effects of stimulants and too rich food. Its power in aiding the digestion is most striking. It also restores the nervous system to its proper condition (by natural means). Use ENO'S FRUIT SALT. You cannot overstate its great value in keeping the blood pure and free from disease.: [837, 1294, 962, 1421]
ad-body: Having made arrangements for the season's supply of FRESH FLOUR, is prepared to deliver the VERY BEST BREAD in any part of the town and suburbs at the LOWEST POSSIBLE PRICES. Cash customers liberally dealt with. A fresh supply of BISCUITS always on hand.: [9, 126, 136, 194]
ad-text: NEATLY AND CHEAPLY: [569, 272, 676, 297]
ad-text: TRADE MARK:: [452, 853, 520, 862]
agent-row: [971, 1596, 1105, 1605]
section-header: Medical.: [689, 589, 832, 603]
osborne-ad: [9, 1040, 135, 1272]
ad-body: MONUMENTAL MASON, Manchester street south, and Barbadoes street (near the Cemetery), Christchurch. A large stock of Head-Stones, Tombs, and Monuments always on hand. Designs forwarded on application. For further particulars apply to A. THIELE, Ashburton.: [9, 223, 136, 299]
column-header: Business Notices.: [415, 36, 556, 52]
ad-address: 69 ELIZABETH STREET, MELBOURNE: [429, 835, 543, 853]
